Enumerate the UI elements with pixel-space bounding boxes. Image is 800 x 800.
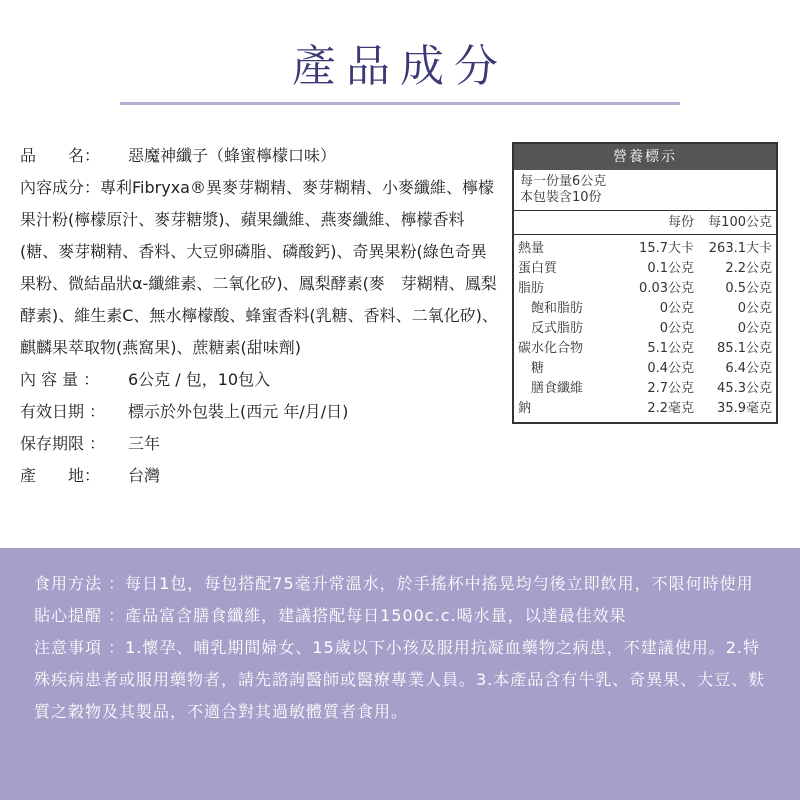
nutrition-row [518, 319, 772, 339]
nutrient-per-serving: 0.1公克 [647, 261, 694, 276]
info-row-shelf-life [20, 428, 498, 460]
nutrient-name: 熱量 [518, 241, 545, 256]
info-row-ingredients [20, 172, 498, 364]
nutrient-per-100g: 0公克 [737, 301, 772, 316]
nutrition-serving-info [514, 170, 776, 211]
origin-value: 台灣 [128, 466, 161, 485]
ingredients-label: 內容成分： [20, 178, 101, 197]
nutrition-rows [514, 235, 776, 423]
nutrient-per-100g: 45.3公克 [717, 381, 772, 396]
nutrient-per-100g: 85.1公克 [717, 341, 772, 356]
origin-label: 產 地： [20, 466, 101, 485]
expiry-value: 標示於外包裝上(西元 年/月/日) [128, 402, 349, 421]
nutrient-name: 蛋白質 [518, 261, 558, 276]
nutrient-per-serving: 0公克 [659, 301, 694, 316]
nutrition-column-headers [514, 211, 776, 235]
ingredients-value: 專利Fibryxa®異麥芽糊精、麥芽糊精、小麥纖維、檸檬果汁粉(檸檬原汁、麥芽糖漿)、蘋果纖維、燕麥纖維、檸檬香料(糖、麥芽糊精、香料、大豆卵磷脂、磷酸鈣)、奇異果粉(綠色奇異果粉、微結晶狀α-纖維素、二氧化矽)、鳳梨酵素(麥 芽糊精、鳳梨酵素)、維生素C、無水檸檬酸、蜂蜜香料(乳糖、香料、二氧化矽)、麒麟果萃取物(燕窩果)、蔗糖素(甜味劑) [20, 178, 498, 357]
product-info [20, 140, 498, 492]
nutrition-row [518, 379, 772, 399]
nutrient-per-100g: 0.5公克 [725, 281, 772, 296]
content-value: 6公克 / 包，10包入 [128, 370, 271, 389]
col-per-serving: 每份 [667, 215, 694, 230]
nutrition-header: 營養標示 [514, 144, 776, 170]
title-divider [120, 102, 680, 105]
nutrient-name: 反式脂肪 [518, 321, 584, 336]
nutrition-row [518, 339, 772, 359]
nutrient-per-100g: 0公克 [737, 321, 772, 336]
nutrient-per-100g: 2.2公克 [725, 261, 772, 276]
serving-size: 每一份量6公克 [520, 174, 607, 189]
nutrient-per-100g: 35.9毫克 [717, 401, 772, 416]
shelf-value: 三年 [128, 434, 161, 453]
nutrient-name: 碳水化合物 [518, 341, 584, 356]
info-row-expiry [20, 396, 498, 428]
name-value: 惡魔神纖子（蜂蜜檸檬口味） [128, 146, 337, 165]
nutrient-name: 膳食纖維 [518, 381, 584, 396]
nutrition-row [518, 399, 772, 419]
expiry-label: 有效日期 ： [20, 402, 106, 421]
nutrient-per-serving: 0.4公克 [647, 361, 694, 376]
nutrition-row [518, 279, 772, 299]
nutrition-row [518, 239, 772, 259]
nutrition-row [518, 359, 772, 379]
servings-per-pack: 本包裝含10份 [520, 190, 602, 205]
info-row-name [20, 140, 498, 172]
nutrient-per-100g: 6.4公克 [725, 361, 772, 376]
nutrient-per-100g: 263.1大卡 [708, 241, 772, 256]
tips-text: 貼心提醒 ：產品富含膳食纖維，建議搭配每日1500c.c.喝水量，以達最佳效果 [34, 606, 627, 625]
page-title: 產品成分 [292, 41, 508, 92]
nutrient-name: 糖 [518, 361, 545, 376]
content-label: 內 容 量 ： [20, 370, 100, 389]
nutrition-row [518, 299, 772, 319]
nutrition-row [518, 259, 772, 279]
nutrient-per-serving: 0公克 [659, 321, 694, 336]
nutrient-per-serving: 0.03公克 [639, 281, 694, 296]
caution-text: 注意事項 ：1.懷孕、哺乳期間婦女、15歲以下小孩及服用抗凝血藥物之病患，不建議使用。2.特殊疾病患者或服用藥物者，請先諮詢醫師或醫療專業人員。3.本產品含有牛乳、奇異果、大豆、麩質之穀物及其製品，不適合對其過敏體質者食用。 [34, 638, 766, 721]
name-label: 品 名： [20, 146, 101, 165]
usage-notes-panel [0, 548, 800, 800]
nutrient-per-serving: 2.7公克 [647, 381, 694, 396]
info-row-content [20, 364, 498, 396]
nutrient-per-serving: 2.2毫克 [647, 401, 694, 416]
nutrient-name: 飽和脂肪 [518, 301, 584, 316]
nutrient-name: 鈉 [518, 401, 532, 416]
nutrition-facts-table [512, 142, 778, 424]
col-per-100g: 每100公克 [708, 215, 772, 230]
shelf-label: 保存期限 ： [20, 434, 106, 453]
info-row-origin [20, 460, 498, 492]
nutrient-name: 脂肪 [518, 281, 545, 296]
usage-text: 食用方法 ：每日1包，每包搭配75毫升常溫水，於手搖杯中搖晃均勻後立即飲用，不限何時使用 [34, 574, 754, 593]
nutrient-per-serving: 15.7大卡 [639, 241, 694, 256]
nutrient-per-serving: 5.1公克 [647, 341, 694, 356]
